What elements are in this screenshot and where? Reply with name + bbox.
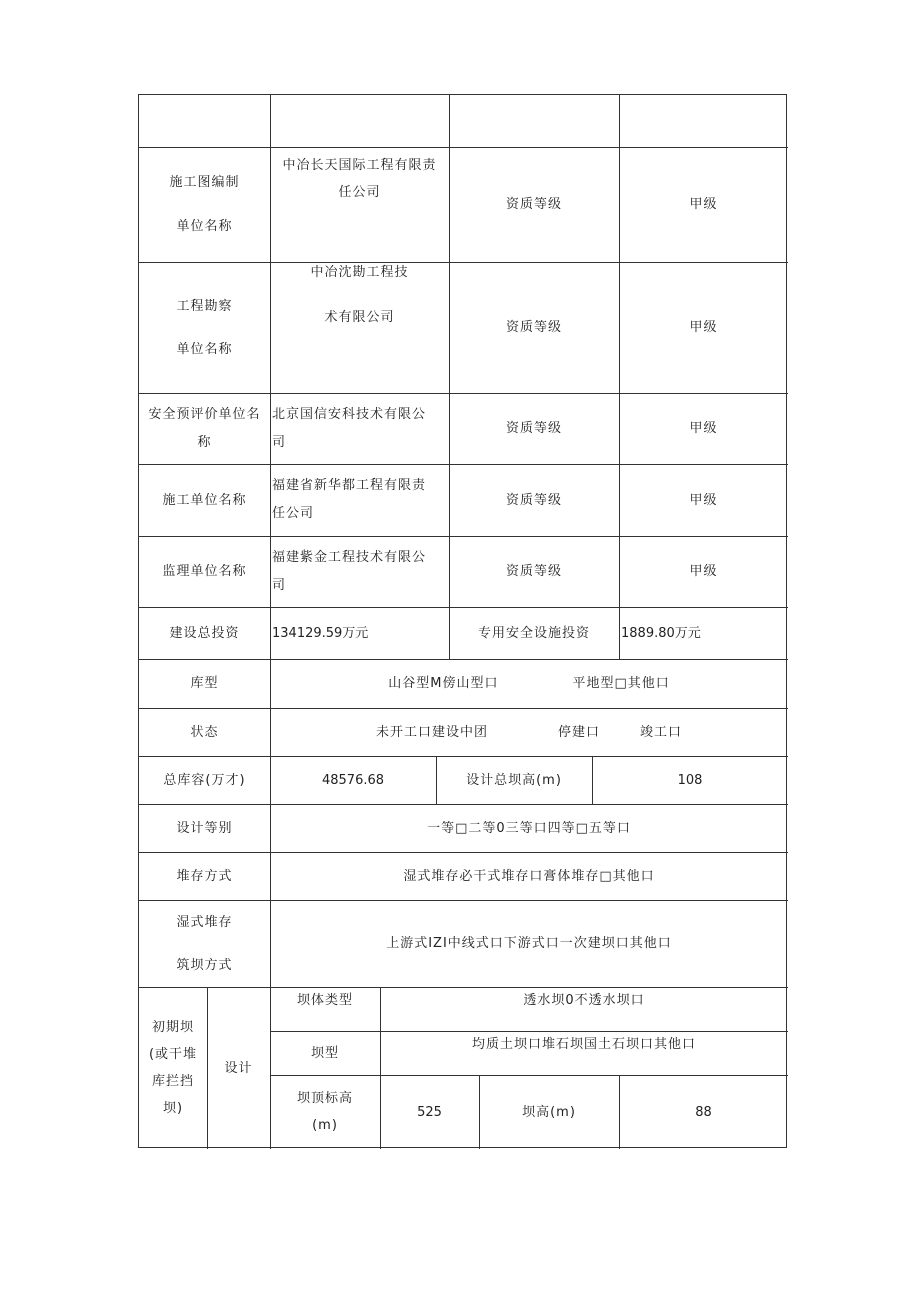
investment-label: 建设总投资 xyxy=(169,625,240,641)
capacity-value: 48576.68 xyxy=(321,772,385,788)
design-height-label: 设计总坝高(m) xyxy=(466,772,562,788)
status-label: 状态 xyxy=(190,724,219,740)
survey-unit-qual-value: 甲级 xyxy=(689,320,718,335)
drawing-unit-label xyxy=(139,147,270,262)
body-type-label: 坝体类型 xyxy=(296,993,353,1008)
safety-unit-label: 安全预评价单位名 称 xyxy=(148,406,261,450)
status-options-b: 停建口 xyxy=(557,724,600,740)
survey-unit-qual-label: 资质等级 xyxy=(505,320,562,335)
crest-elevation-label: 坝顶标高 (m) xyxy=(296,1091,353,1133)
status-options-a: 未开工口建设中团 xyxy=(375,724,488,740)
dam-method-label-line2: 筑坝方式 xyxy=(176,957,233,973)
dam-method-label xyxy=(139,900,270,987)
safety-unit-qual-label: 资质等级 xyxy=(505,421,562,436)
survey-unit-name xyxy=(270,259,449,393)
reservoir-type-options-a: 山谷型M傍山型口 xyxy=(388,676,499,691)
survey-unit-label-line2: 单位名称 xyxy=(176,341,233,357)
drawing-unit-label-line2: 单位名称 xyxy=(176,218,233,234)
project-info-table xyxy=(138,94,787,1148)
status-options-c: 竣工口 xyxy=(640,724,683,740)
reservoir-type-options-b: 平地型□其他口 xyxy=(572,676,670,691)
drawing-unit-qual-label: 资质等级 xyxy=(505,197,562,212)
dam-height-label: 坝高(m) xyxy=(522,1104,576,1120)
body-type-options: 透水坝0不透水坝口 xyxy=(523,993,645,1008)
dam-type-options: 均质土坝口堆石坝国土石坝口其他口 xyxy=(471,1037,696,1052)
survey-unit-label xyxy=(139,262,270,393)
supervision-unit-name: 福建紫金工程技术有限公 司 xyxy=(272,549,427,593)
initial-dam-label: 初期坝 (或干堆 库拦挡 坝) xyxy=(148,1020,198,1116)
safety-unit-name: 北京国信安科技术有限公 司 xyxy=(272,406,427,450)
dam-method-options: 上游式IZI中线式口下游式口一次建坝口其他口 xyxy=(386,936,672,951)
safety-unit-qual-value: 甲级 xyxy=(689,421,718,436)
drawing-unit-name-text: 中冶长天国际工程有限责 任公司 xyxy=(282,158,437,200)
survey-unit-label-line1: 工程勘察 xyxy=(176,298,233,314)
storage-options: 湿式堆存必干式堆存口膏体堆存□其他口 xyxy=(403,868,655,884)
storage-label: 堆存方式 xyxy=(176,868,233,884)
dam-method-label-line1: 湿式堆存 xyxy=(176,914,233,930)
design-grade-label: 设计等别 xyxy=(176,820,233,836)
reservoir-type-options xyxy=(270,659,788,708)
safety-investment-value: 1889.80万元 xyxy=(621,625,701,641)
reservoir-type-label: 库型 xyxy=(190,676,219,691)
survey-unit-name-line2: 术有限公司 xyxy=(324,310,395,325)
drawing-unit-label-line1: 施工图编制 xyxy=(169,174,240,190)
survey-unit-name-line1: 中冶沈勘工程技 xyxy=(310,265,409,280)
design-label: 设计 xyxy=(224,1060,253,1076)
drawing-unit-qual-value: 甲级 xyxy=(689,197,718,212)
design-grade-options: 一等□二等0三等口四等□五等口 xyxy=(427,820,631,836)
design-height-value: 108 xyxy=(677,772,703,788)
status-options xyxy=(270,708,788,756)
construction-unit-qual-label: 资质等级 xyxy=(505,492,562,508)
construction-unit-name: 福建省新华都工程有限责 任公司 xyxy=(272,478,427,521)
construction-unit-label: 施工单位名称 xyxy=(162,492,247,508)
supervision-unit-label: 监理单位名称 xyxy=(162,564,247,579)
supervision-unit-qual-label: 资质等级 xyxy=(505,564,562,579)
safety-investment-label: 专用安全设施投资 xyxy=(477,625,590,641)
dam-height-value: 88 xyxy=(695,1104,712,1120)
dam-type-label: 坝型 xyxy=(310,1045,339,1061)
construction-unit-qual-value: 甲级 xyxy=(689,492,718,508)
investment-value: 134129.59万元 xyxy=(272,625,369,641)
supervision-unit-qual-value: 甲级 xyxy=(689,564,718,579)
capacity-label: 总库容(万才) xyxy=(163,772,246,788)
crest-elevation-value: 525 xyxy=(417,1104,442,1120)
drawing-unit-name xyxy=(270,152,449,262)
